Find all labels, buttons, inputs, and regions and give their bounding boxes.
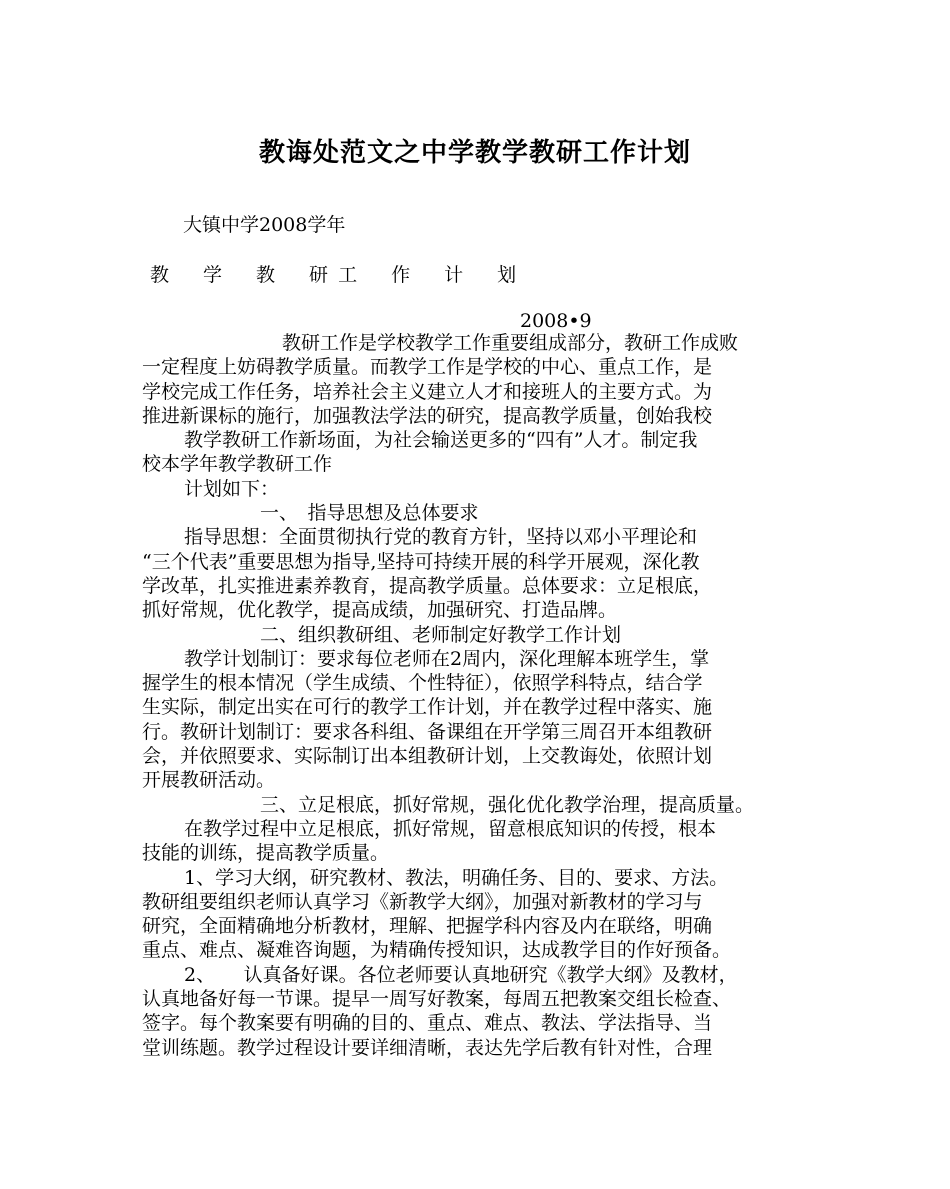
spaced-char: 学 [203, 264, 223, 286]
body-line: “三个代表”重要思想为指导,坚持可持续开展的科学开展观，深化教 [142, 550, 700, 573]
spaced-char: 计 [444, 264, 464, 286]
body-line: 认真地备好每一节课。提早一周写好教案，每周五把教案交组长检查、 [142, 988, 732, 1011]
spaced-heading [150, 260, 550, 287]
section-heading: 一、 指导思想及总体要求 [260, 502, 479, 525]
body-line: 教学计划制订：要求每位老师在2周内，深化理解本班学生，掌 [184, 647, 710, 670]
body-line: 1、学习大纲，研究教材、教法，明确任务、目的、要求、方法。 [184, 866, 729, 889]
body-line: 学校完成工作任务，培养社会主义建立人才和接班人的主要方式。为 [142, 380, 713, 403]
spaced-char: 教 [150, 264, 170, 286]
body-line: 握学生的根本情况（学生成绩、个性特征），依照学科特点，结合学 [142, 672, 703, 695]
body-line: 在教学过程中立足根底，抓好常规，留意根底知识的传授，根本 [184, 817, 717, 840]
section-heading: 二、组织教研组、老师制定好教学工作计划 [260, 623, 622, 646]
spaced-char: 作 [391, 264, 411, 286]
body-line: 堂训练题。教学过程设计要详细清晰，表达先学后教有针对性，合理 [142, 1036, 713, 1059]
body-line: 计划如下： [184, 477, 280, 500]
body-line: 教研工作是学校教学工作重要组成部分，教研工作成败 [282, 332, 739, 354]
body-line: 教研组要组织老师认真学习《新教学大纲》，加强对新教材的学习与 [142, 890, 703, 913]
section-heading: 三、立足根底，抓好常规，强化优化教学治理，提高质量。 [260, 793, 755, 816]
body-line: 推进新课标的施行，加强教法学法的研究，提高教学质量，创始我校 [142, 404, 713, 427]
spaced-char: 划 [497, 264, 517, 286]
spaced-char: 教 [256, 264, 276, 286]
body-line: 一定程度上妨碍教学质量。而教学工作是学校的中心、重点工作，是 [142, 356, 713, 379]
body-line: 重点、难点、凝难咨询题，为精确传授知识，达成教学目的作好预备。 [142, 939, 732, 962]
body-line: 会，并依照要求、实际制订出本组教研计划，上交教诲处，依照计划 [142, 745, 713, 768]
body-line: 教学教研工作新场面，为社会输送更多的“四有”人才。制定我 [184, 429, 698, 452]
school-year-label: 大镇中学2008学年 [183, 214, 346, 236]
document-date: 2008•9 [520, 310, 592, 332]
document-title: 教诲处范文之中学教学教研工作计划 [258, 138, 691, 168]
body-line: 生实际，制定出实在可行的教学工作计划，并在教学过程中落实、施 [142, 696, 713, 719]
body-line: 技能的训练，提高教学质量。 [142, 842, 390, 865]
body-line: 开展教研活动。 [142, 769, 276, 792]
body-line: 抓好常规，优化教学，提高成绩，加强研究、打造品牌。 [142, 599, 618, 622]
body-line: 学改革，扎实推进素养教育，提高教学质量。总体要求：立足根底， [142, 574, 713, 597]
body-line: 研究，全面精确地分析教材，理解、把握学科内容及内在联络，明确 [142, 915, 713, 938]
body-line: 指导思想：全面贯彻执行党的教育方针，坚持以邓小平理论和 [184, 526, 698, 549]
body-line: 2、 认真备好课。各位老师要认真地研究《教学大纲》及教材， [184, 963, 738, 986]
spaced-char: 研 [309, 264, 329, 286]
body-line: 行。教研计划制订：要求各科组、备课组在开学第三周召开本组教研 [142, 720, 713, 743]
spaced-char: 工 [338, 264, 358, 286]
document-body [142, 331, 812, 1060]
body-line: 签字。每个教案要有明确的目的、重点、难点、教法、学法指导、当 [142, 1012, 713, 1035]
body-line: 校本学年教学教研工作 [142, 453, 333, 476]
